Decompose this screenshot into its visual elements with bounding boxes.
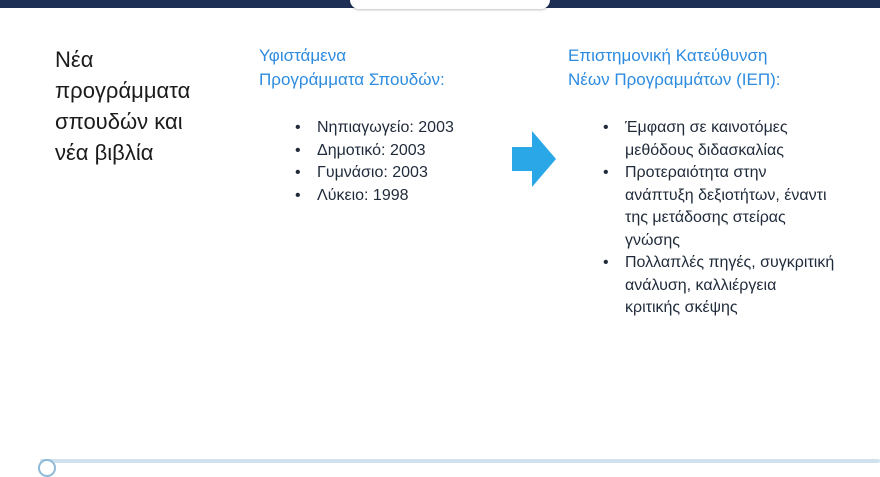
iep-direction-heading: Επιστημονική Κατεύθυνση Νέων Προγραμμάτων (ΙΕΠ): xyxy=(568,46,781,89)
list-item-text: Δημοτικό: 2003 xyxy=(317,141,426,159)
top-tab[interactable] xyxy=(350,0,550,9)
slide-title: Νέα προγράμματα σπουδών και νέα βιβλία xyxy=(55,47,191,165)
list-item xyxy=(292,140,512,163)
current-programs-list xyxy=(292,117,512,207)
list-item-text: Λύκειο: 1998 xyxy=(317,186,409,204)
list-item-text: Γυμνάσιο: 2003 xyxy=(317,164,428,181)
list-item xyxy=(600,117,835,162)
slide-indicator xyxy=(38,459,56,477)
iep-direction-list xyxy=(600,117,835,320)
list-item xyxy=(600,162,835,252)
list-item xyxy=(600,252,835,320)
bullet-icon: • xyxy=(295,119,301,136)
list-item xyxy=(292,162,512,185)
bullet-icon: • xyxy=(603,119,609,136)
bottom-divider xyxy=(40,459,880,463)
bullet-icon: • xyxy=(603,254,609,271)
bullet-icon: • xyxy=(295,186,301,204)
list-item xyxy=(292,185,512,208)
list-item xyxy=(292,117,512,140)
list-item-text: Έμφαση σε καινοτόμες μεθόδους διδασκαλίας xyxy=(625,119,788,159)
bullet-icon: • xyxy=(603,164,609,181)
list-item-text: Προτεραιότητα στην ανάπτυξη δεξιοτήτων, έναντι της μετάδοσης στείρας γνώσης xyxy=(625,164,827,249)
bullet-icon: • xyxy=(295,141,301,159)
bullet-icon: • xyxy=(295,164,301,181)
list-item-text: Νηπιαγωγείο: 2003 xyxy=(317,119,454,136)
list-item-text: Πολλαπλές πηγές, συγκριτική ανάλυση, καλλιέργεια κριτικής σκέψης xyxy=(625,254,835,316)
right-arrow-icon xyxy=(512,131,556,187)
current-programs-heading: Υφιστάμενα Προγράμματα Σπουδών: xyxy=(259,46,445,89)
